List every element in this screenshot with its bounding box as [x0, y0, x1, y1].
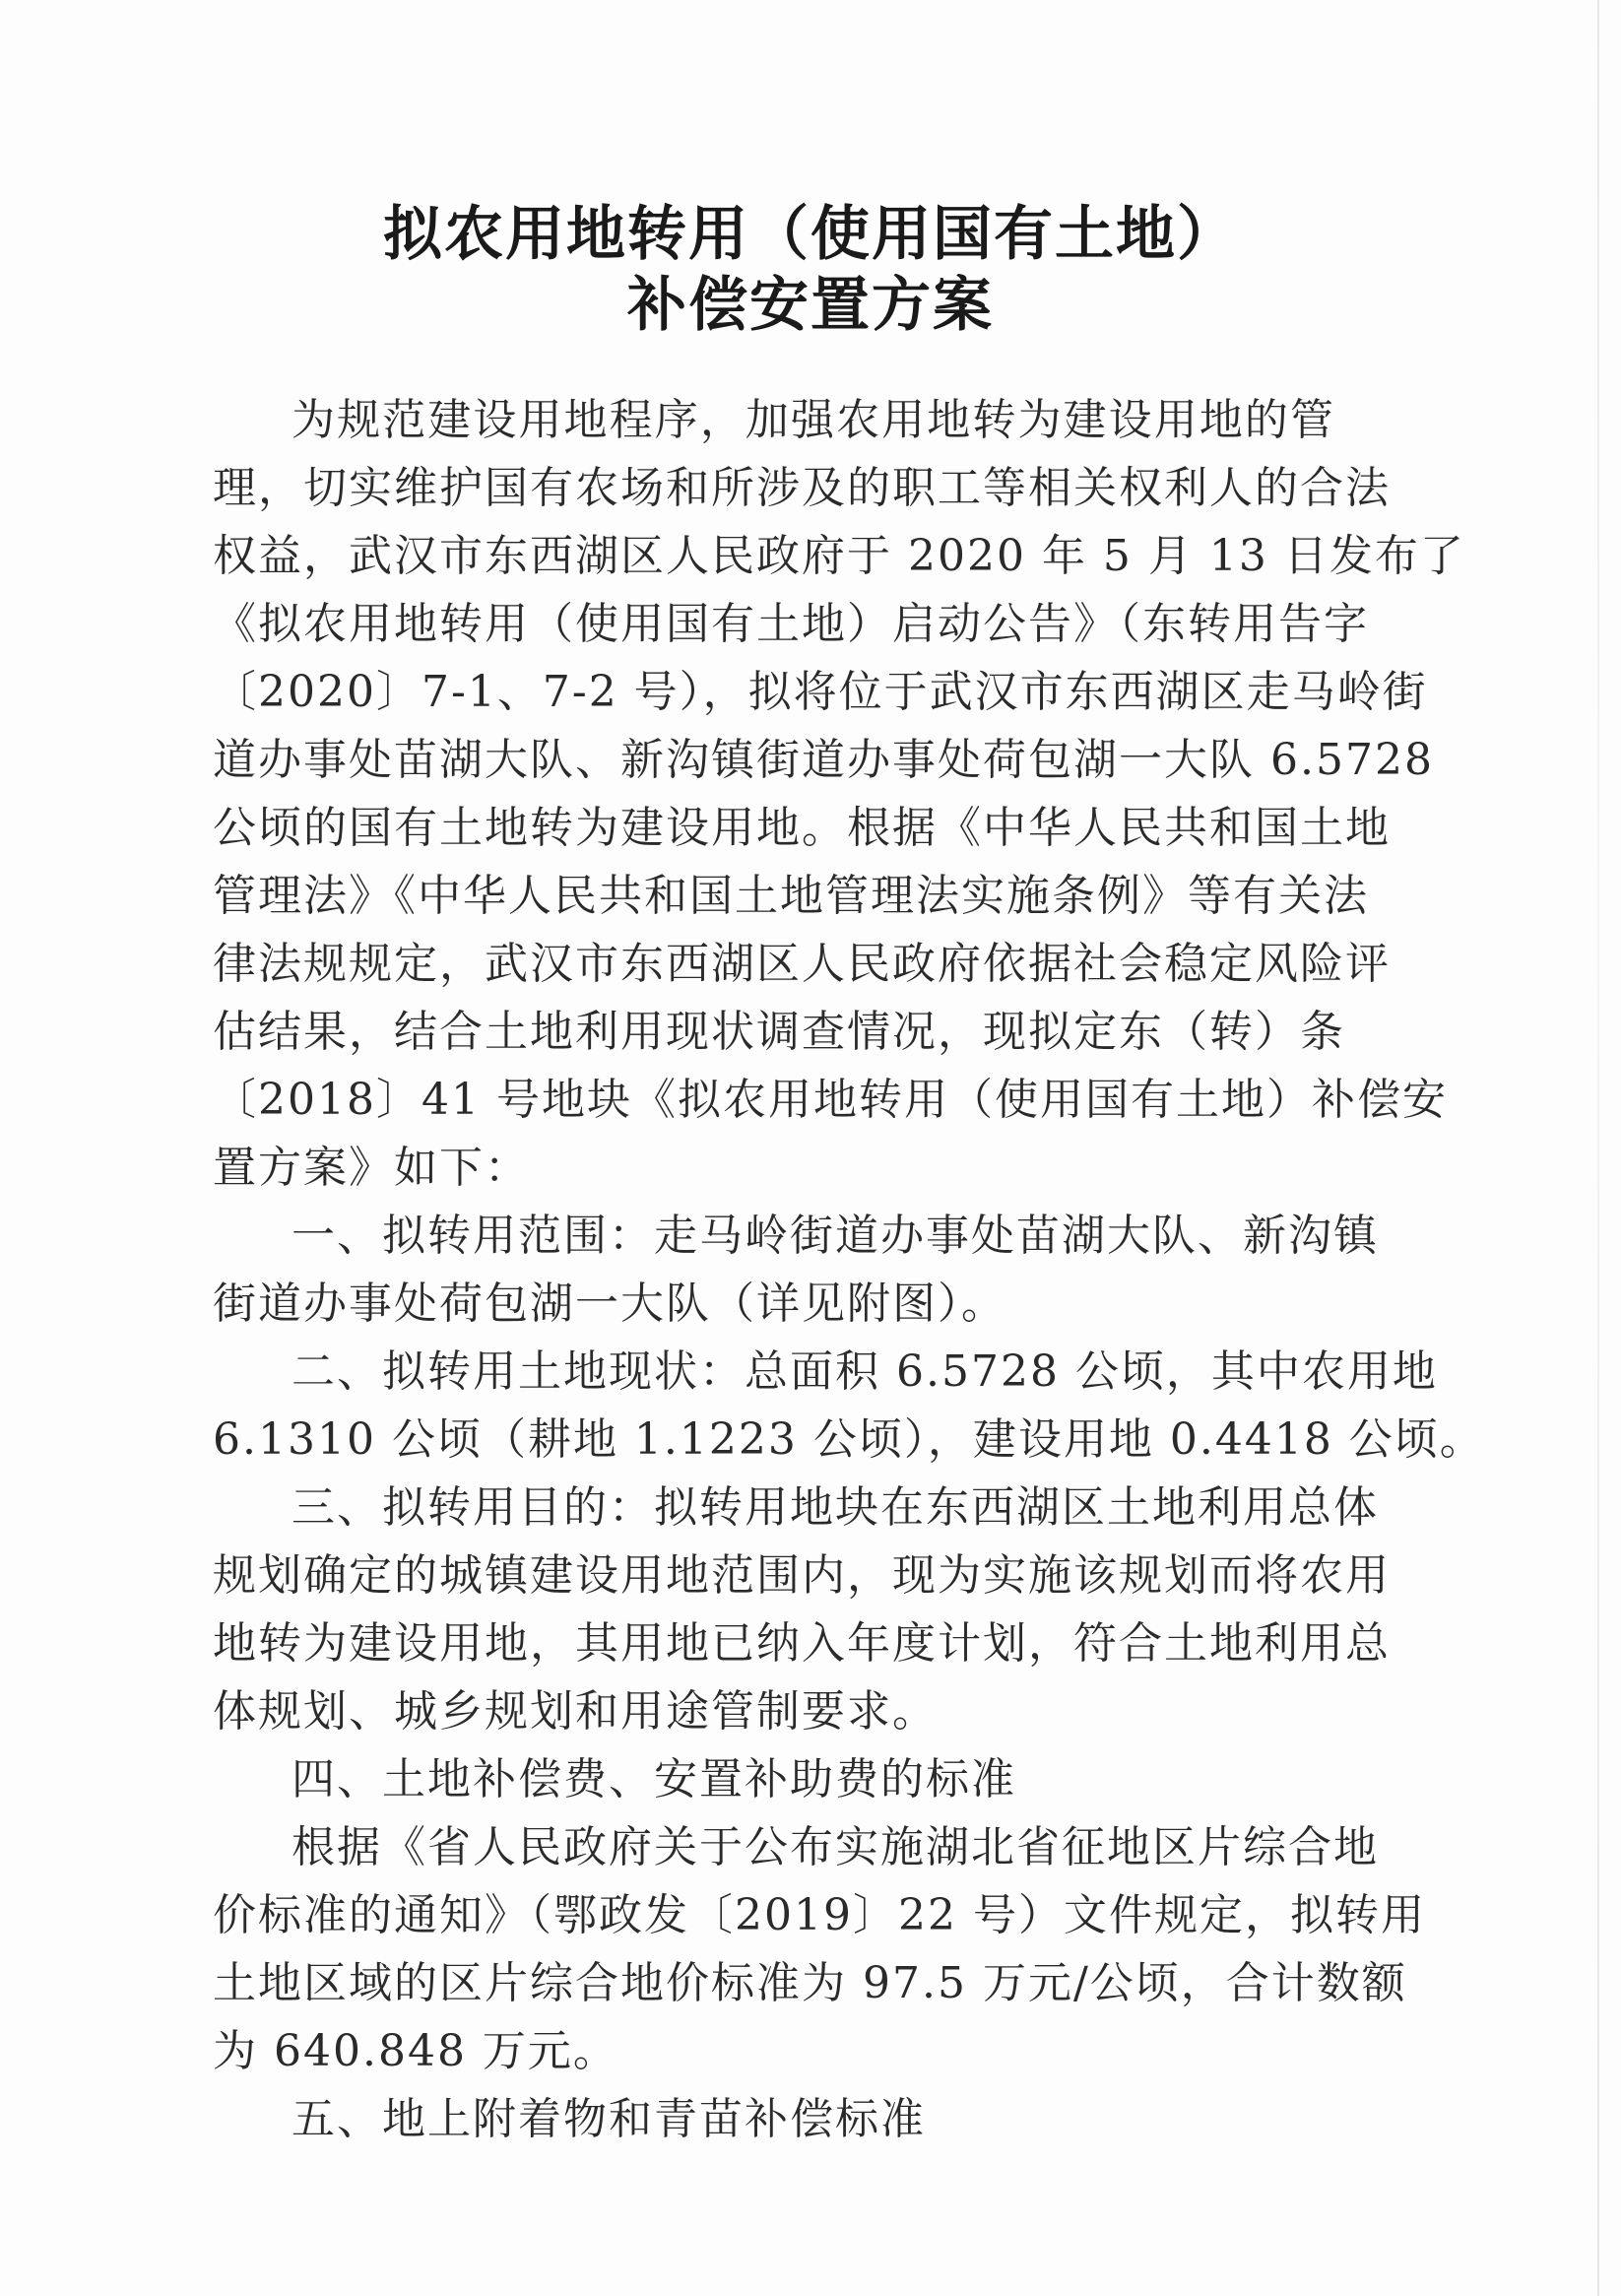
document-body [213, 386, 1485, 2153]
body-line: 为规范建设用地程序，加强农用地转为建设用地的管 [292, 395, 1335, 445]
body-line: 〔2020〕7-1、7-2 号），拟将位于武汉市东西湖区走马岭街 [213, 667, 1428, 717]
body-line: 体规划、城乡规划和用途管制要求。 [213, 1686, 938, 1737]
body-line: 道办事处苗湖大队、新沟镇街道办事处荷包湖一大队 6.5728 [213, 735, 1434, 785]
body-line: 为 640.848 万元。 [213, 2026, 618, 2076]
body-line: 街道办事处荷包湖一大队（详见附图）。 [213, 1279, 1006, 1329]
body-line: 五、地上附着物和青苗补偿标准 [292, 2094, 926, 2144]
body-line: 根据《省人民政府关于公布实施湖北省征地区片综合地 [292, 1822, 1379, 1872]
document-title-line1: 拟农用地转用（使用国有土地） [383, 200, 1238, 269]
body-line: 置方案》如下： [213, 1143, 530, 1193]
body-line: 律法规规定，武汉市东西湖区人民政府依据社会稳定风险评 [213, 939, 1391, 989]
body-line: 一、拟转用范围：走马岭街道办事处苗湖大队、新沟镇 [292, 1211, 1379, 1261]
body-line: 公顷的国有土地转为建设用地。根据《中华人民共和国土地 [213, 803, 1391, 853]
body-line: 《拟农用地转用（使用国有土地）启动公告》（东转用告字 [213, 599, 1369, 649]
body-line: 三、拟转用目的：拟转用地块在东西湖区土地利用总体 [292, 1482, 1379, 1533]
body-line: 理，切实维护国有农场和所涉及的职工等相关权利人的合法 [213, 463, 1391, 513]
body-line: 〔2018〕41 号地块《拟农用地转用（使用国有土地）补偿安 [213, 1075, 1448, 1125]
body-line: 四、土地补偿费、安置补助费的标准 [292, 1754, 1016, 1804]
document-title-line2: 补偿安置方案 [627, 271, 994, 340]
body-line: 二、拟转用土地现状：总面积 6.5728 公顷，其中农用地 [292, 1346, 1438, 1397]
body-line: 估结果，结合土地利用现状调查情况，现拟定东（转）条 [213, 1007, 1345, 1057]
body-line: 价标准的通知》（鄂政发〔2019〕22 号）文件规定，拟转用 [213, 1890, 1426, 1940]
body-line: 6.1310 公顷（耕地 1.1223 公顷），建设用地 0.4418 公顷。 [213, 1414, 1485, 1465]
body-line: 规划确定的城镇建设用地范围内，现为实施该规划而将农用 [213, 1550, 1391, 1601]
scan-edge-line [1597, 0, 1599, 2296]
body-line: 管理法》《中华人民共和国土地管理法实施条例》等有关法 [213, 871, 1369, 921]
body-line: 土地区域的区片综合地价标准为 97.5 万元/公顷，合计数额 [213, 1958, 1407, 2008]
body-line: 权益，武汉市东西湖区人民政府于 2020 年 5 月 13 日发布了 [213, 531, 1465, 581]
body-line: 地转为建设用地，其用地已纳入年度计划，符合土地利用总 [213, 1618, 1391, 1669]
